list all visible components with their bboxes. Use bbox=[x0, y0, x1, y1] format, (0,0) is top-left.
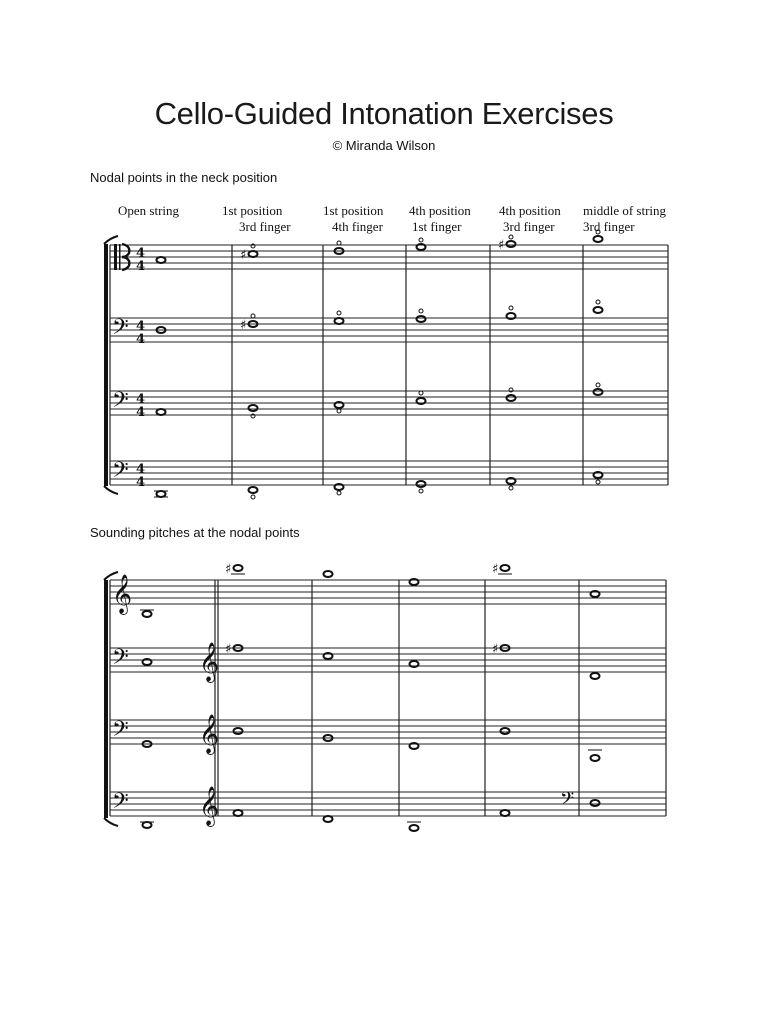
svg-text:4: 4 bbox=[136, 462, 146, 477]
svg-text:𝄢: 𝄢 bbox=[112, 458, 129, 488]
staff-3 bbox=[110, 720, 666, 744]
barlines bbox=[110, 580, 666, 816]
section-heading-sounding-pitches: Sounding pitches at the nodal points bbox=[90, 525, 300, 540]
svg-text:𝄞: 𝄞 bbox=[199, 786, 220, 826]
svg-text:𝄞: 𝄞 bbox=[199, 642, 220, 682]
staff-2 bbox=[110, 648, 666, 672]
svg-text:𝄢: 𝄢 bbox=[560, 789, 575, 814]
svg-text:4: 4 bbox=[136, 246, 146, 261]
svg-text:4: 4 bbox=[136, 319, 146, 334]
svg-text:𝄢: 𝄢 bbox=[112, 645, 129, 675]
svg-text:♯: ♯ bbox=[240, 318, 247, 333]
svg-text:𝄞: 𝄞 bbox=[112, 574, 133, 614]
svg-text:𝄢: 𝄢 bbox=[112, 315, 129, 345]
svg-text:4: 4 bbox=[136, 392, 146, 407]
author-credit: © Miranda Wilson bbox=[332, 138, 436, 153]
svg-text:𝄢: 𝄢 bbox=[112, 717, 129, 747]
svg-text:4: 4 bbox=[136, 405, 146, 420]
document-title: Cello-Guided Intonation Exercises bbox=[154, 96, 614, 131]
svg-text:♯: ♯ bbox=[240, 248, 247, 263]
svg-text:♯: ♯ bbox=[492, 642, 499, 657]
svg-text:♯: ♯ bbox=[225, 642, 232, 657]
column-label-4th-pos-3rd: 4th position 3rd finger bbox=[499, 203, 561, 234]
svg-text:𝄢: 𝄢 bbox=[112, 789, 129, 819]
sharp-accidentals bbox=[225, 562, 498, 657]
svg-text:♯: ♯ bbox=[498, 238, 505, 253]
column-label-1st-pos-3rd: 1st position 3rd finger bbox=[222, 203, 291, 234]
svg-text:𝄞: 𝄞 bbox=[199, 714, 220, 754]
svg-text:𝄢: 𝄢 bbox=[112, 388, 129, 418]
svg-text:♯: ♯ bbox=[492, 562, 499, 577]
svg-text:4: 4 bbox=[136, 259, 146, 274]
staff-4 bbox=[110, 792, 666, 816]
svg-text:4: 4 bbox=[136, 332, 146, 347]
svg-text:4: 4 bbox=[136, 475, 146, 490]
staff-1 bbox=[110, 580, 666, 604]
column-label-4th-pos-1st: 4th position 1st finger bbox=[409, 203, 471, 234]
column-label-middle-of-string: middle of string 3rd finger bbox=[583, 203, 667, 234]
column-label-open-string: Open string bbox=[118, 203, 180, 218]
section-heading-nodal-points: Nodal points in the neck position bbox=[90, 170, 278, 185]
column-label-1st-pos-4th: 1st position 4th finger bbox=[323, 203, 384, 234]
svg-text:♯: ♯ bbox=[225, 562, 232, 577]
